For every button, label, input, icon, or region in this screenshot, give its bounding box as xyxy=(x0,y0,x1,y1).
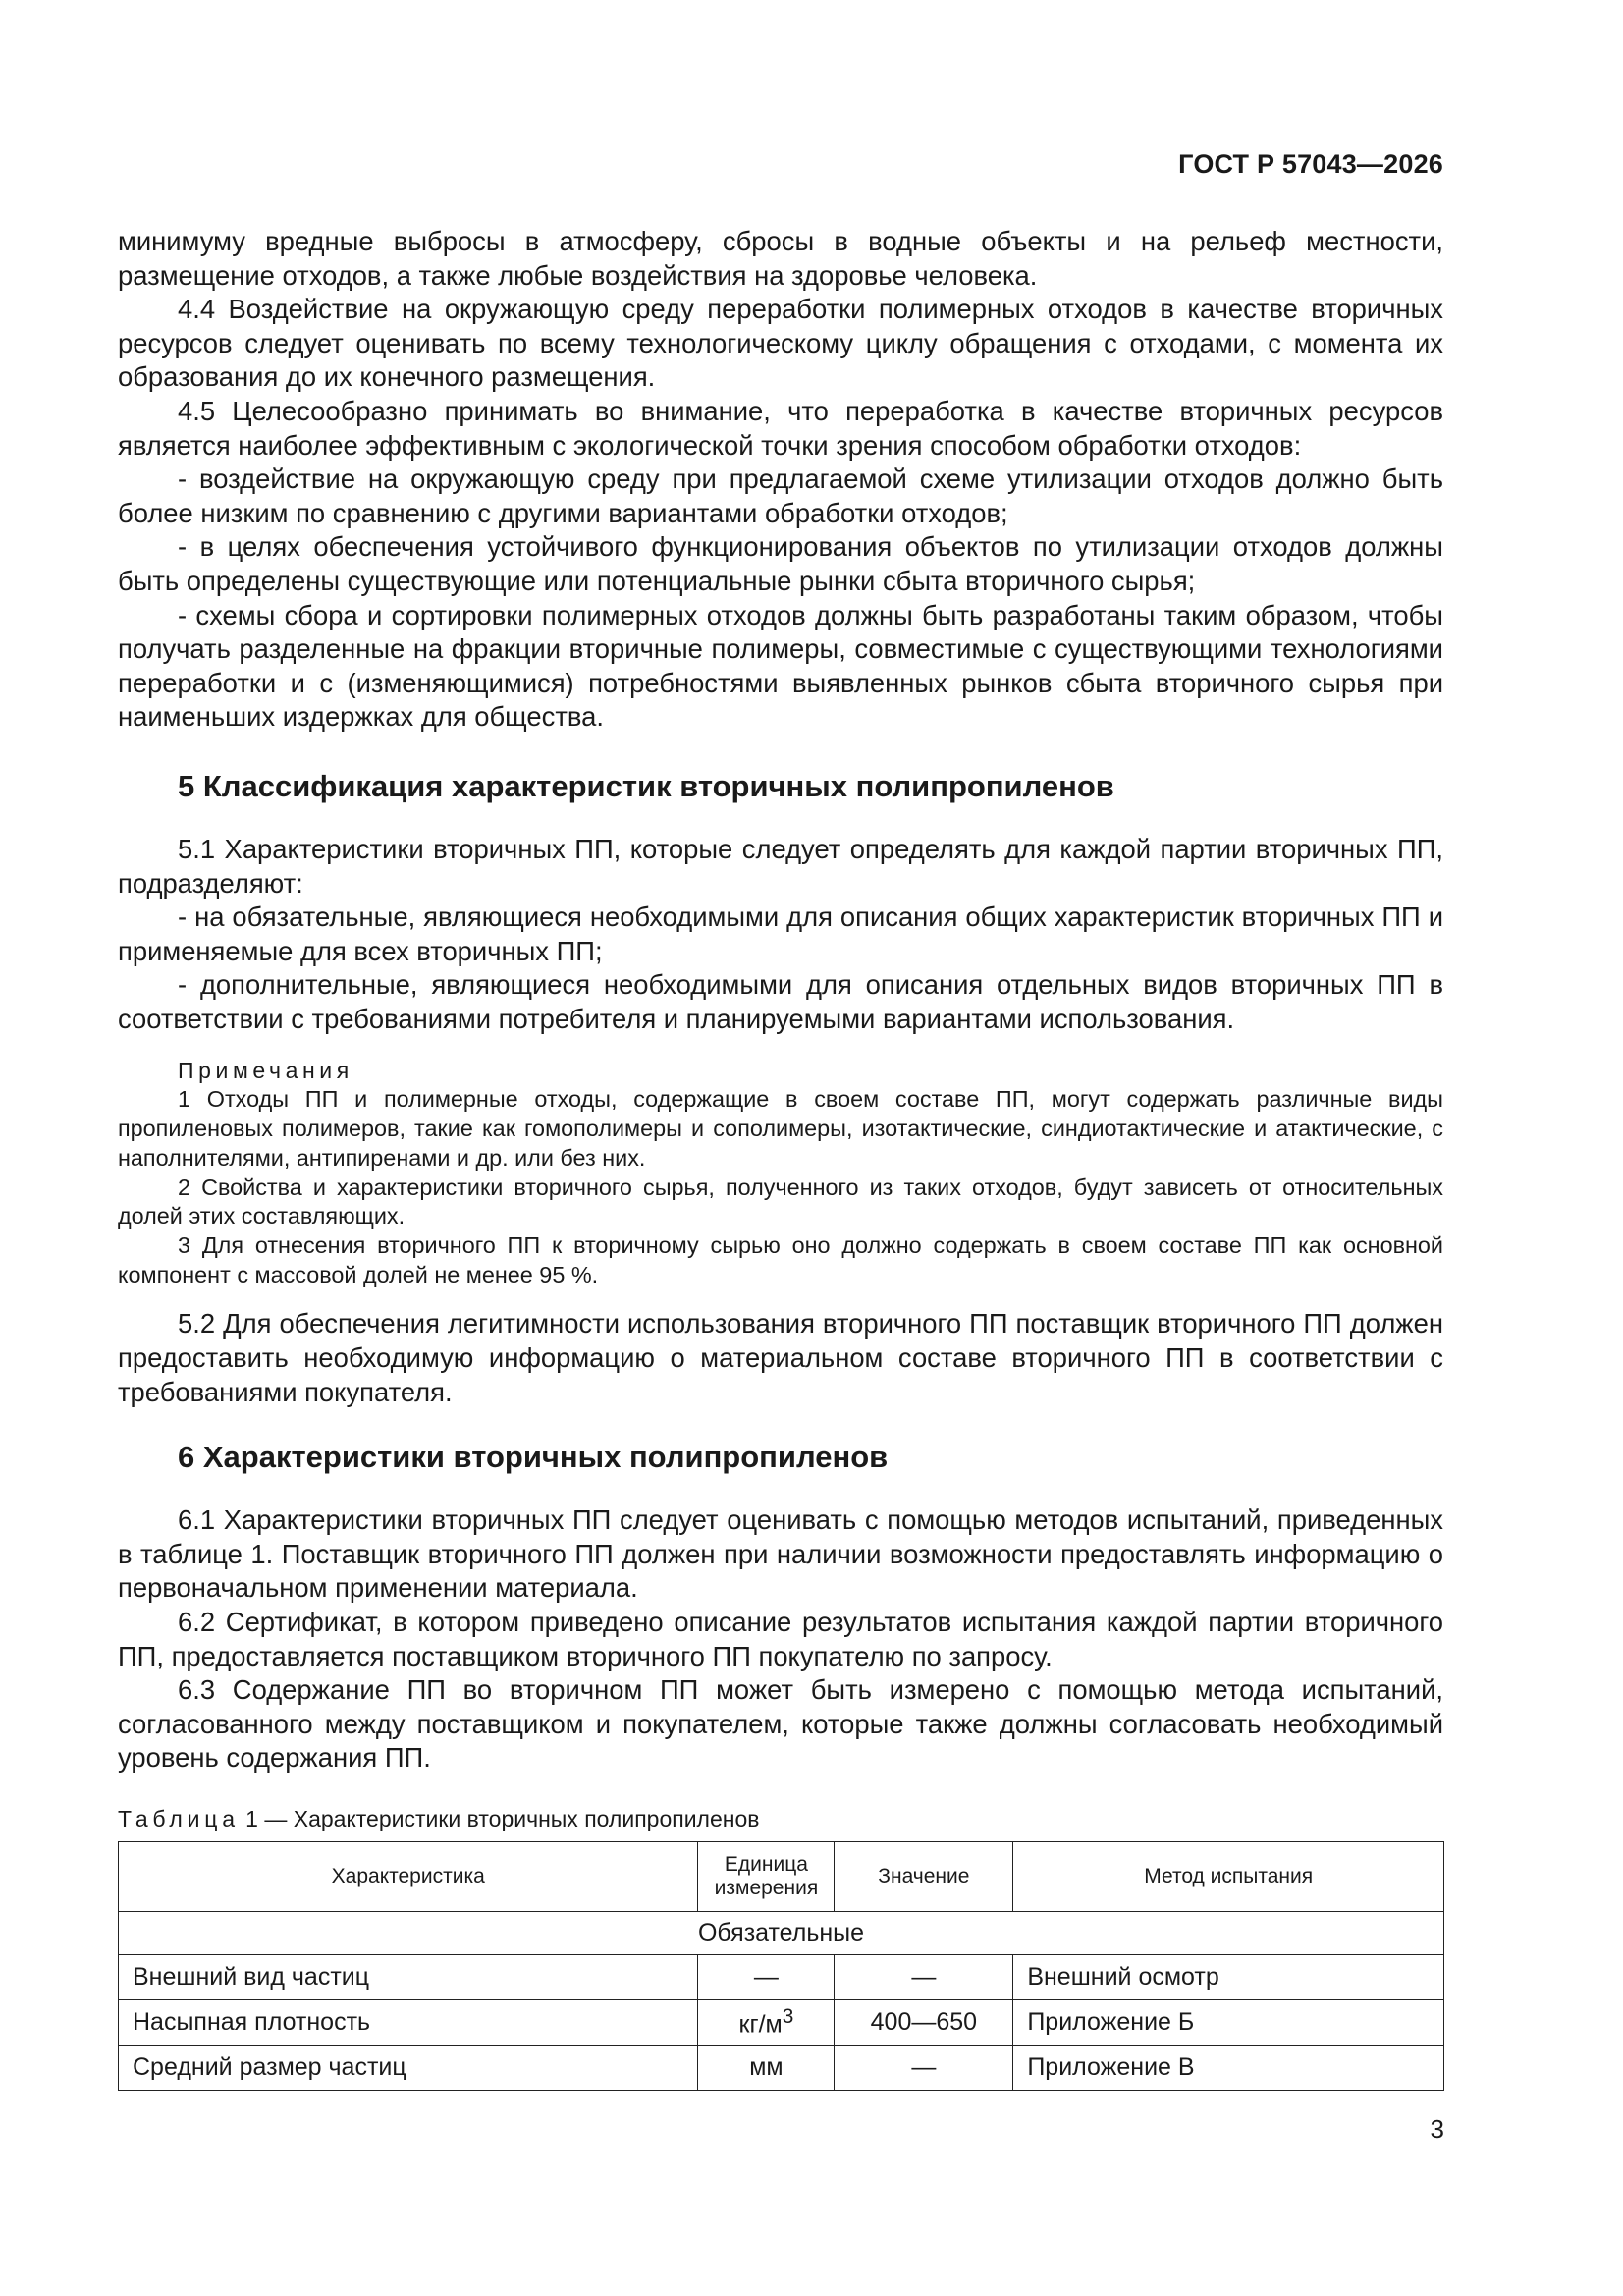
table-caption xyxy=(118,1804,1443,1833)
section-label: Обязательные xyxy=(119,1911,1444,1954)
value-cell: — xyxy=(835,2045,1013,2090)
table-row xyxy=(119,2045,1444,2090)
column-header: Значение xyxy=(835,1841,1013,1911)
table-caption-text: 1 — Характеристики вторичных полипропиленов xyxy=(245,1805,760,1831)
note-item: 3 Для отнесения вторичного ПП к вторичному сырью оно должно содержать в своем составе ПП как основной компонент с массовой долей не менее 95 %. xyxy=(118,1231,1443,1287)
paragraph: 6.2 Сертификат, в котором приведено описание результатов испытания каждой партии вторичного ПП, предоставляется поставщиком вторичного ПП покупателю по запросу. xyxy=(118,1606,1443,1671)
note-item: 1 Отходы ПП и полимерные отходы, содержащие в своем составе ПП, могут содержать различные виды пропиленовых полимеров, такие как гомополимеры и сополимеры, изотактические, синдиотактические и атактические, с наполнителями, антипиренами и др. или без них. xyxy=(118,1086,1443,1171)
page-number: 3 xyxy=(1430,2114,1444,2144)
unit-superscript: 3 xyxy=(782,2005,794,2029)
page-content xyxy=(118,225,1443,2091)
note-item: 2 Свойства и характеристики вторичного сырья, полученного из таких отходов, будут зависеть от относительных долей этих составляющих. xyxy=(118,1174,1443,1230)
unit-cell: мм xyxy=(698,2045,835,2090)
unit-cell xyxy=(698,1999,835,2045)
section-heading-5: 5 Классификация характеристик вторичных полипропиленов xyxy=(178,768,1114,803)
paragraph: 4.5 Целесообразно принимать во внимание, что переработка в качестве вторичных ресурсов является наиболее эффективным с экологической точки зрения способом обработки отходов: xyxy=(118,395,1443,461)
table-header-row xyxy=(119,1841,1444,1911)
document-code: ГОСТ Р 57043—2026 xyxy=(1178,149,1443,179)
characteristics-table xyxy=(118,1841,1444,2091)
table-row xyxy=(119,1954,1444,1999)
characteristic-cell: Внешний вид частиц xyxy=(119,1954,698,1999)
list-item: - дополнительные, являющиеся необходимыми для описания отдельных видов вторичных ПП в соответствии с требованиями потребителя и планируемыми вариантами использования. xyxy=(118,969,1443,1034)
column-header: Метод испытания xyxy=(1013,1841,1444,1911)
paragraph: 6.1 Характеристики вторичных ПП следует оценивать с помощью методов испытаний, приведенных в таблице 1. Поставщик вторичного ПП должен при наличии возможности предоставлять информацию о первоначальном применении материала. xyxy=(118,1504,1443,1604)
paragraph: 5.2 Для обеспечения легитимности использования вторичного ПП поставщик вторичного ПП должен предоставить необходимую информацию о материальном составе вторичного ПП в соответствии с требованиями покупателя. xyxy=(118,1308,1443,1407)
notes-title: Примечания xyxy=(178,1058,353,1084)
paragraph: 4.4 Воздействие на окружающую среду переработки полимерных отходов в качестве вторичных ресурсов следует оценивать по всему технологическому циклу обращения с отходами, с момента их образования до их конечного размещения. xyxy=(118,294,1443,393)
table-caption-word: Таблица xyxy=(118,1805,240,1831)
characteristic-cell: Насыпная плотность xyxy=(119,1999,698,2045)
list-item: - на обязательные, являющиеся необходимыми для описания общих характеристик вторичных ПП и применяемые для всех вторичных ПП; xyxy=(118,902,1443,966)
method-cell: Приложение Б xyxy=(1013,1999,1444,2045)
column-header: Единица измерения xyxy=(698,1841,835,1911)
table-row xyxy=(119,1999,1444,2045)
list-item: - схемы сбора и сортировки полимерных отходов должны быть разработаны таким образом, чтобы получать разделенные на фракции вторичные полимеры, совместимые с существующими технологиями переработки и с (изменяющимися) потребностями выявленных рынков сбыта вторичного сырья при наименьших издержках для общества. xyxy=(118,599,1443,733)
unit-text: кг/м xyxy=(738,2010,783,2039)
list-item: - в целях обеспечения устойчивого функционирования объектов по утилизации отходов должны быть определены существующие или потенциальные рынки сбыта вторичного сырья; xyxy=(118,531,1443,596)
method-cell: Приложение В xyxy=(1013,2045,1444,2090)
value-cell: — xyxy=(835,1954,1013,1999)
value-cell: 400—650 xyxy=(835,1999,1013,2045)
notes-block xyxy=(118,1056,1443,1289)
method-cell: Внешний осмотр xyxy=(1013,1954,1444,1999)
paragraph: минимуму вредные выбросы в атмосферу, сбросы в водные объекты и на рельеф местности, размещение отходов, а также любые воздействия на здоровье человека. xyxy=(118,226,1443,291)
paragraph: 6.3 Содержание ПП во вторичном ПП может быть измерено с помощью метода испытаний, согласованного между поставщиком и покупателем, которые также должны согласовать необходимый уровень содержания ПП. xyxy=(118,1674,1443,1774)
column-header: Характеристика xyxy=(119,1841,698,1911)
paragraph: 5.1 Характеристики вторичных ПП, которые следует определять для каждой партии вторичных ПП, подразделяют: xyxy=(118,833,1443,899)
top-paragraphs xyxy=(118,225,1443,735)
list-item: - воздействие на окружающую среду при предлагаемой схеме утилизации отходов должно быть более низким по сравнению с другими вариантами обработки отходов; xyxy=(118,464,1443,528)
section-heading-6: 6 Характеристики вторичных полипропиленов xyxy=(178,1440,889,1475)
unit-cell: — xyxy=(698,1954,835,1999)
characteristic-cell: Средний размер частиц xyxy=(119,2045,698,2090)
table-section-row xyxy=(119,1911,1444,1954)
